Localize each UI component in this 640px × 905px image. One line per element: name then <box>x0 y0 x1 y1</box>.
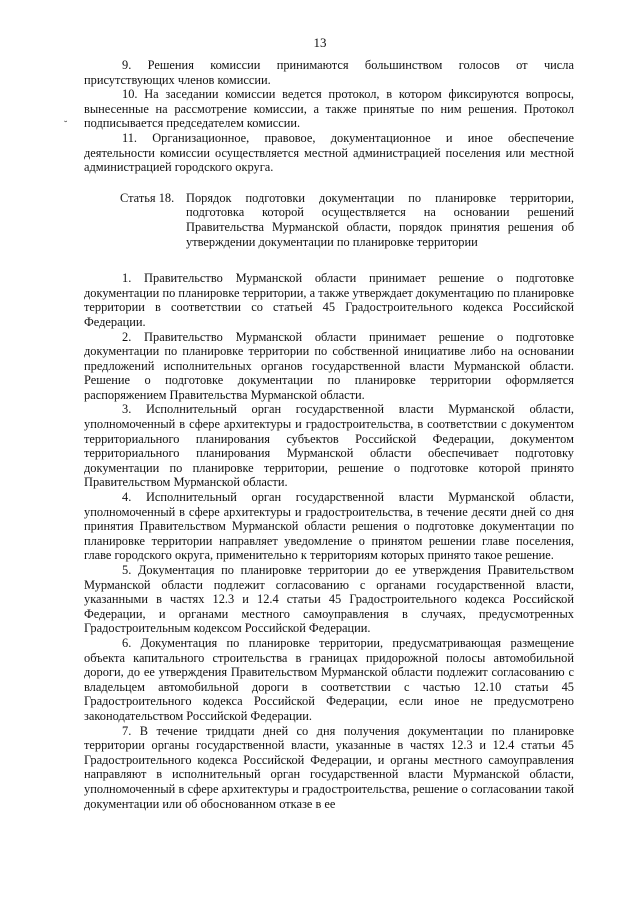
document-body <box>84 58 574 811</box>
paragraph-11: 11. Организационное, правовое, документационное и иное обеспечение деятельности комиссии осуществляется местной администрацией поселения или местной администрацией городского округа. <box>84 130 574 175</box>
article-paragraph-3: 3. Исполнительный орган государственной власти Мурманской области, уполномоченный в сфере архитектуры и градостроительства, в соответствии с документом территориального планирования субъектов Российской Федерации, документом территориального планирования Мурманской области обеспечивает подготовку документации по планировке территории, решение о подготовке которой принято Правительством Мурманской области. <box>84 402 574 490</box>
article-title: Порядок подготовки документации по планировке территории, подготовка которой осуществляется на основании решений Правительства Мурманской области, порядок принятия решения об утверждении документации по планировке территории <box>186 190 574 249</box>
margin-mark: ˘ <box>64 120 68 131</box>
article-paragraph-1: 1. Правительство Мурманской области принимает решение о подготовке документации по планировке территории, а также утверждает документацию по планировке территории в соответствии со статьей 45 Градостроительного кодекса Российской Федерации. <box>84 271 574 329</box>
page-number: 13 <box>313 35 327 50</box>
article-paragraph-2: 2. Правительство Мурманской области принимает решение о подготовке документации по планировке территории по собственной инициативе либо на основании предложений исполнительных органов государственной власти Мурманской области. Решение о подготовке документации по планировке территории оформляется распоряжением Правительства Мурманской области. <box>84 329 574 402</box>
article-paragraph-5: 5. Документация по планировке территории до ее утверждения Правительством Мурманской области подлежит согласованию с органами государственной власти, указанными в частях 12.3 и 12.4 статьи 45 Градостроительного кодекса Российской Федерации, и органами местного самоуправления в случаях, предусмотренных Градостроительным кодексом Российской Федерации. <box>84 563 574 636</box>
paragraph-10: 10. На заседании комиссии ведется протокол, в котором фиксируются вопросы, вынесенные на рассмотрение комиссии, а также принятые по ним решения. Протокол подписывается председателем комиссии. <box>84 87 574 131</box>
article-heading <box>120 191 574 249</box>
article-paragraph-6: 6. Документация по планировке территории, предусматривающая размещение объекта капитального строительства в границах придорожной полосы автомобильной дороги, до ее утверждения Правительством Мурманской области подлежит согласованию с владельцем автомобильной дороги в соответствии с частью 12.10 статьи 45 Градостроительного кодекса Российской Федерации, если иное не предусмотрено законодательством Российской Федерации. <box>84 635 574 723</box>
article-label: Статья 18. <box>120 190 175 205</box>
paragraph-9: 9. Решения комиссии принимаются большинством голосов от числа присутствующих членов комиссии. <box>84 58 574 87</box>
article-paragraph-4: 4. Исполнительный орган государственной власти Мурманской области, уполномоченный в сфере архитектуры и градостроительства, в течение десяти дней со дня принятия Правительством Мурманской области решения о подготовке документации по планировке территории направляет уведомление о принятом решении главе поселения, главе городского округа, применительно к территориям которых принято такое решение. <box>84 490 574 563</box>
article-paragraph-7: 7. В течение тридцати дней со дня получения документации по планировке территории органы государственной власти, указанные в частях 12.3 и 12.4 статьи 45 Градостроительного кодекса Российской Федерации, и органы местного самоуправления направляют в исполнительный орган государственной власти Мурманской области, уполномоченный в сфере архитектуры и градостроительства, решение о согласовании такой документации или об обоснованном отказе в ее <box>84 723 574 811</box>
